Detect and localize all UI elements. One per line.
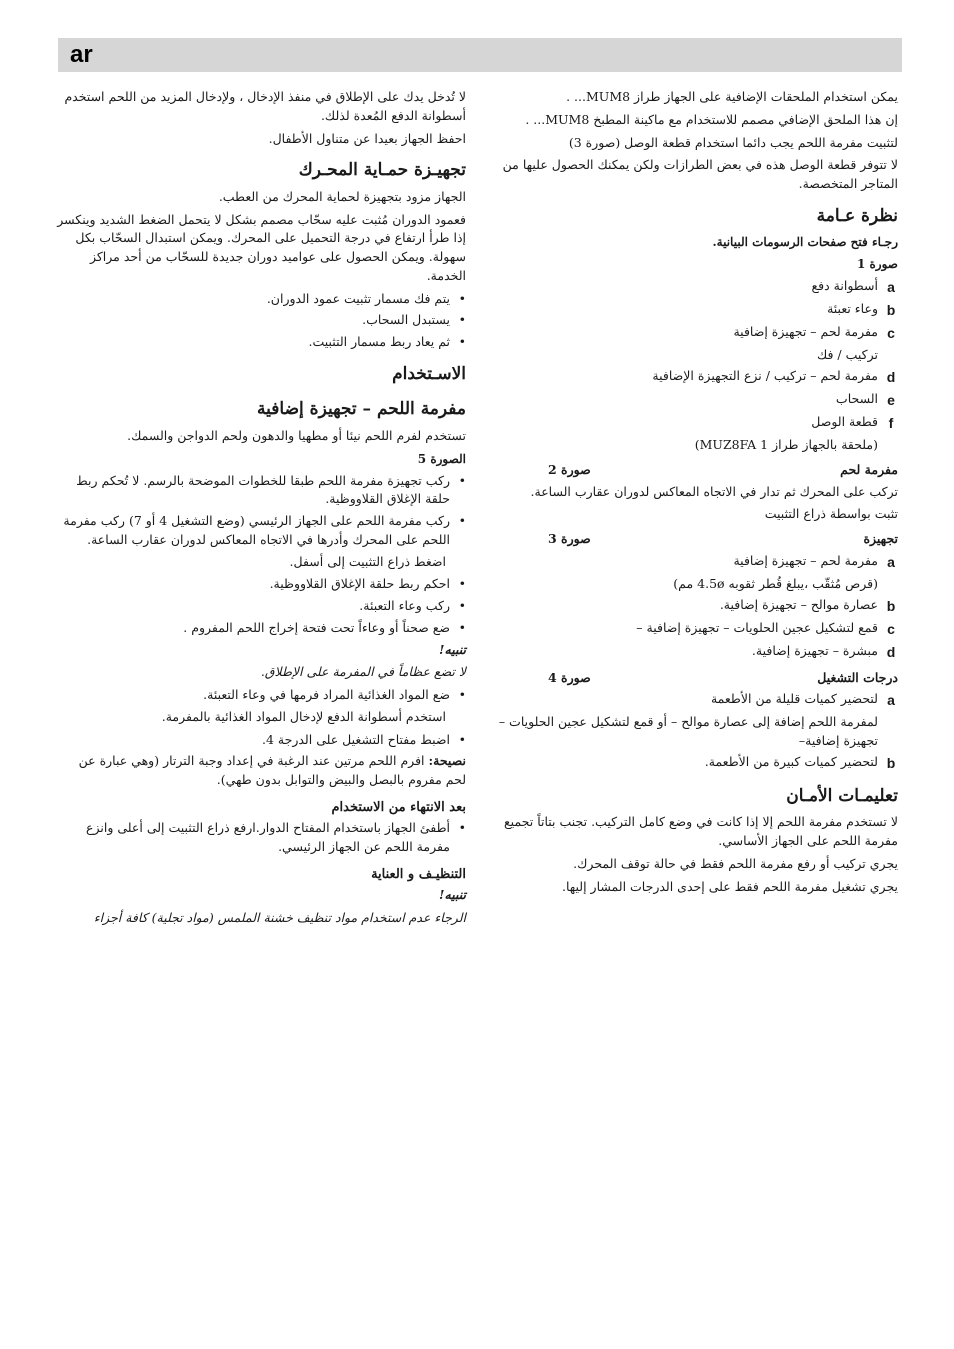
- item-text: عصارة موالح – تجهيزة إضافية.: [719, 596, 878, 612]
- overview-heading: نظرة عـامة: [816, 205, 898, 226]
- speed-list: [488, 690, 898, 774]
- item-letter: [884, 346, 898, 365]
- paragraph: تركب على المحرك ثم تدار في الاتجاه المعاكس لدوران عقارب الساعة.: [530, 483, 898, 499]
- item-text: لتحضير كميات كبيرة من الأطعمة.: [704, 753, 878, 769]
- item-letter: f: [888, 415, 894, 431]
- figure-1-list: [488, 277, 898, 434]
- item-text: (قرص مُثقّب ،يبلغ قُطر ثقوبه 4.5ø مم): [673, 575, 878, 591]
- paragraph: الجهاز مزود بتجهيزة لحماية المحرك من العطب.: [218, 188, 466, 204]
- section-header-row: [488, 669, 898, 688]
- section-header-row: [488, 461, 898, 480]
- language-tag: ar: [70, 41, 93, 68]
- item-text: أسطوانة دفع: [811, 278, 878, 294]
- list-item: • أطفئ الجهاز باستخدام المفتاح الدوار.ارفع ذراع التثبيت إلى أعلى وانزع مفرمة اللحم عن الجهاز الرئيسي.: [56, 819, 466, 857]
- list-item: [488, 619, 898, 640]
- paragraph: تستخدم لفرم اللحم نيئا أو مطهيا والدهون ولحم الدواجن والسمك.: [127, 427, 466, 443]
- list-item: [488, 642, 898, 663]
- list-item: • ركب تجهيزة مفرمة اللحم طبقا للخطوات الموضحة بالرسم. لا تُحكم ربط حلقة الإغلاق القلاووظية.: [56, 472, 466, 510]
- usage-heading: الاسـتخدام: [392, 363, 466, 384]
- overview-subheading: رجـاء فتح صفحات الرسومات البيانية.: [712, 235, 898, 250]
- list-item: • احكم ربط حلقة الإغلاق القلاووظية.: [56, 575, 466, 594]
- list-item: [488, 596, 898, 617]
- paragraph: فعمود الدوران مُثبت عليه سحّاب مصمم بشكل لا يتحمل الضغط الشديد وينكسر إذا طرأ ارتفاع في درجة التحميل على المحرك. ويمكن استبدال السحّاب بكل سهولة. ويمكن الحصول على عواميد دوران جديدة للسحّاب من أحد مراكز الخدمة.: [57, 211, 466, 283]
- steps-list: [56, 575, 466, 637]
- figure-1-note: (ملحقة بالجهاز طراز MUZ8FA 1): [694, 437, 878, 452]
- paragraph: يجري تشغيل مفرمة اللحم فقط على إحدى الدرجات المشار إليها.: [561, 878, 898, 894]
- item-letter: a: [887, 553, 895, 570]
- tip-label: نصيحة:: [428, 753, 466, 769]
- list-item: • ضع المواد الغذائية المراد فرمها في وعاء التعبئة.: [56, 686, 466, 705]
- item-letter: d: [886, 643, 896, 660]
- paragraph: يجري تركيب أو رفع مفرمة اللحم فقط في حالة توقف المحرك.: [573, 855, 898, 871]
- item-text: قمع لتشكيل عجين الحلويات – تجهيزة إضافية –: [636, 619, 878, 635]
- list-item: [488, 323, 898, 344]
- list-item: • ضع صحناً أو وعاءاً تحت فتحة إخراج اللحم المفروم .: [56, 619, 466, 638]
- item-letter: d: [886, 369, 896, 385]
- list-item: [488, 690, 898, 711]
- item-text: تركيب / فك: [816, 347, 878, 363]
- grinder-heading: مفرمة اللحم – تجهيزة إضافية: [257, 399, 466, 420]
- warning-text: الرجاء عدم استخدام مواد تنظيف خشنة الملمس (مواد تجلية) كافة أجزاء: [93, 910, 466, 925]
- list-item: • ركب مفرمة اللحم على الجهاز الرئيسي (وضع التشغيل 4 أو 7) ركب مفرمة اللحم على المحرك وأدرها في الاتجاه المعاكس لدوران عقارب الساعة.: [56, 512, 466, 550]
- warning-label: تنبيه!: [439, 887, 466, 903]
- paragraph: استخدم أسطوانة الدفع لإدخال المواد الغذائية بالمفرمة.: [161, 708, 446, 724]
- list-item: [488, 713, 898, 751]
- figure-5-label: الصورة 5: [417, 451, 466, 466]
- paragraph: يمكن استخدام الملحقات الإضافية على الجهاز طراز MUM8... .: [566, 89, 898, 104]
- safety-heading: تعليمـات الأمـان: [786, 785, 898, 806]
- figure-4-label: صورة 4: [548, 669, 591, 685]
- figure-1-label: صورة 1: [856, 257, 898, 272]
- language-header-bar: [58, 38, 902, 72]
- item-text: لمفرمة اللحم إضافة إلى عصارة موالح – أو قمع لتشكيل عجين الحلويات –تجهيزة إضافية–: [498, 714, 878, 748]
- item-letter: e: [887, 392, 895, 408]
- item-text: لتحضير كميات قليلة من الأطعمة: [710, 691, 878, 707]
- figure-2-label: صورة 2: [548, 461, 591, 477]
- paragraph: احفظ الجهاز بعيدا عن متناول الأطفال.: [268, 130, 466, 146]
- left-column: [56, 88, 466, 932]
- paragraph: لا تُدخل يدك على الإطلاق في منفذ الإدخال ، ولإدخال المزيد من اللحم استخدم أسطوانة الدفع المُعدة لذلك.: [64, 89, 466, 123]
- list-item: • يتم فك مسمار تثبيت عمود الدوران.: [56, 290, 466, 309]
- list-item: • اضبط مفتاح التشغيل على الدرجة 4.: [56, 731, 466, 750]
- steps-list: [56, 731, 466, 750]
- item-letter: a: [887, 692, 895, 709]
- grinder-heading: مفرمة لحم: [840, 461, 898, 477]
- paragraph: لتثبيت مفرمة اللحم يجب دائما استخدام قطعة الوصل (صورة 3): [568, 134, 898, 150]
- warning-label: تنبيه!: [439, 641, 466, 657]
- item-letter: b: [886, 597, 896, 614]
- item-letter: [884, 575, 898, 594]
- item-text: السحاب: [835, 391, 878, 406]
- right-column: [488, 88, 898, 900]
- item-text: قطعة الوصل: [811, 414, 878, 429]
- item-letter: c: [887, 325, 895, 342]
- equipment-heading: تجهيزة: [863, 531, 898, 546]
- list-item: • يستبدل السحاب.: [56, 311, 466, 330]
- item-letter: c: [887, 620, 895, 637]
- list-item: [488, 367, 898, 388]
- item-letter: b: [886, 754, 896, 771]
- item-letter: a: [887, 279, 895, 296]
- speed-heading: درجات التشغيل: [817, 669, 898, 685]
- item-text: مفرمة لحم – تركيب / نزع التجهيزة الإضافية: [652, 368, 878, 383]
- paragraph: إن هذا الملحق الإضافي مصمم للاستخدام مع ماكينة المطبخ MUM8... .: [525, 111, 898, 127]
- paragraph: لا تستخدم مفرمة اللحم إلا إذا كانت في وضع كامل التركيب. تجنب بتاتاً تجميع مفرمة اللحم على الجهاز الأساسي.: [504, 814, 898, 848]
- figure-3-label: صورة 3: [548, 531, 591, 546]
- list-item: [488, 575, 898, 594]
- item-letter: [884, 713, 898, 751]
- list-item: [488, 390, 898, 411]
- paragraph: تثبت بواسطة ذراع التثبيت: [764, 506, 898, 522]
- list-item: • ثم يعاد ربط مسمار التثبيت.: [56, 333, 466, 352]
- list-item: [488, 753, 898, 774]
- list-item: [488, 277, 898, 298]
- item-text: مفرمة لحم – تجهيزة إضافية: [733, 552, 878, 568]
- paragraph: اضغط ذراع التثبيت إلى أسفل.: [289, 553, 446, 569]
- item-letter: b: [886, 302, 896, 319]
- motor-protection-heading: تجهيـزة حمـاية المحـرك: [298, 160, 466, 181]
- tip-text: افرم اللحم مرتين عند الرغبة في إعداد وجبة الترتار (وهي عبارة عن لحم مفروم بالبصل والبيض والتوابل بدون طهي).: [78, 753, 466, 787]
- item-text: مفرمة لحم – تجهيزة إضافية: [733, 324, 878, 340]
- list-item: [488, 300, 898, 321]
- steps-list: [56, 686, 466, 705]
- warning-text: لا تضع عظاماً في المفرمة على الإطلاق.: [260, 664, 466, 680]
- equipment-list: [488, 552, 898, 663]
- item-text: وعاء تعبئة: [827, 301, 878, 317]
- after-use-list: [56, 819, 466, 857]
- steps-list: [56, 472, 466, 550]
- item-text: مبشرة – تجهيزة إضافية.: [751, 642, 878, 658]
- after-use-heading: بعد الانتهاء من الاستخدام: [331, 799, 466, 815]
- tip-paragraph: [56, 752, 466, 790]
- motor-bullet-list: [56, 290, 466, 352]
- list-item: [488, 413, 898, 434]
- cleaning-heading: التنظيـف و العناية: [371, 866, 466, 882]
- list-item: [488, 346, 898, 365]
- paragraph: لا تتوفر قطعة الوصل هذه في بعض الطرازات ولكن يمكنك الحصول عليها من المتاجر المتخصصة.: [502, 157, 898, 191]
- list-item: • ركب وعاء التعبئة.: [56, 597, 466, 616]
- list-item: [488, 552, 898, 573]
- section-header-row: [488, 530, 898, 549]
